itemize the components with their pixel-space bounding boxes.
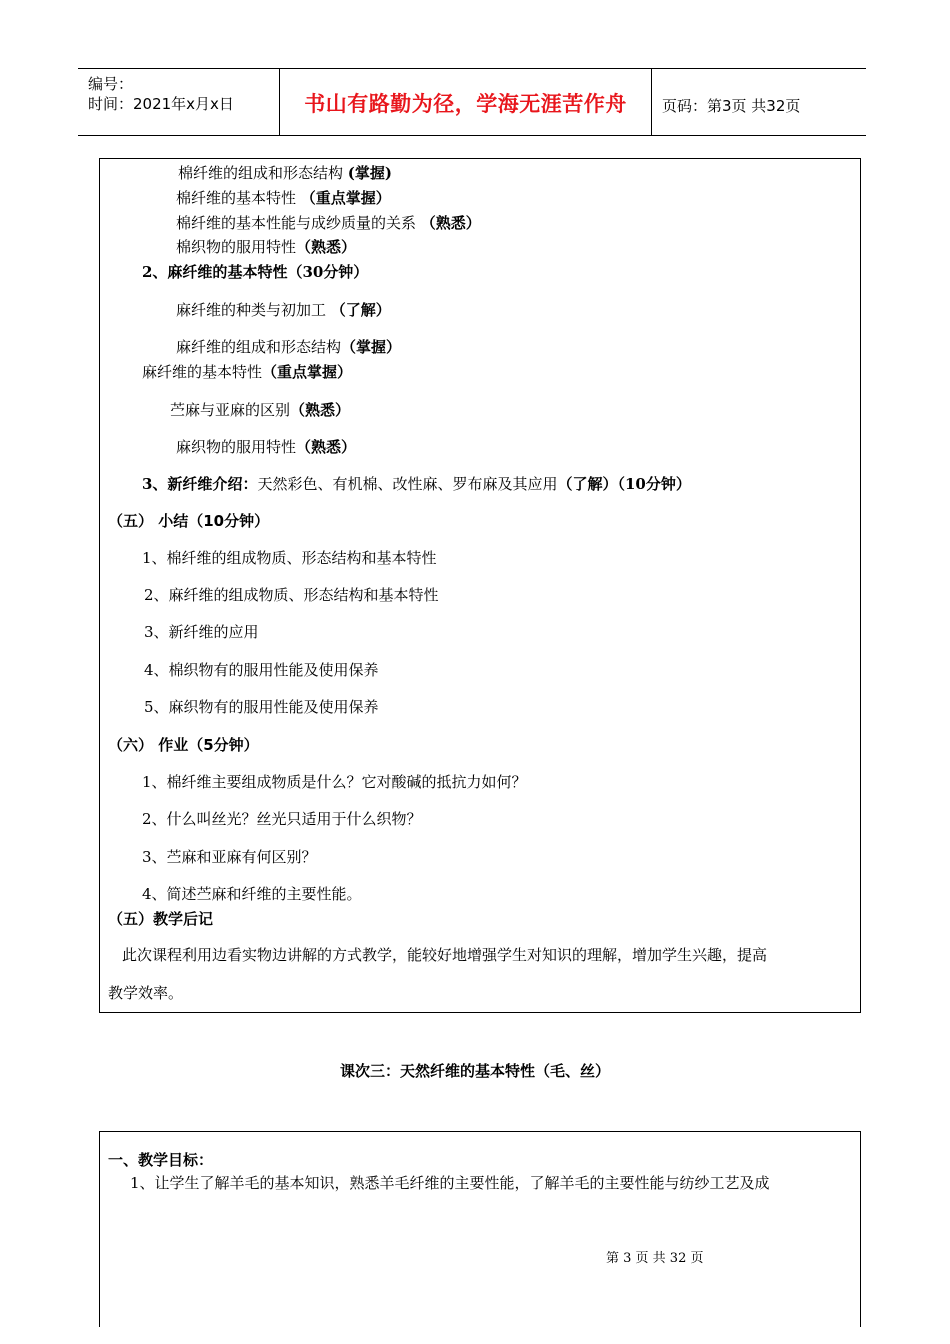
homework-heading: （六） 作业（5分钟）	[108, 736, 259, 754]
content-line: 麻纤维的组成和形态结构（掌握）	[176, 338, 402, 356]
lesson-title: 课次三：天然纤维的基本特性（毛、丝）	[339, 1062, 610, 1080]
header-center-cell	[280, 69, 652, 135]
doc-date-label: 时间：2021年x月x日	[88, 95, 234, 113]
homework-item: 1、棉纤维主要组成物质是什么？它对酸碱的抵抗力如何？	[142, 773, 527, 791]
summary-item: 4、棉织物有的服用性能及使用保养	[144, 661, 379, 679]
content-line: 麻纤维的基本特性（重点掌握）	[142, 363, 353, 381]
content-line: 棉纤维的组成和形态结构 (掌握)	[178, 164, 392, 182]
objectives-heading: 一、教学目标：	[108, 1151, 214, 1169]
content-line: 3、新纤维介绍：天然彩色、有机棉、改性麻、罗布麻及其应用（了解）（10分钟）	[142, 475, 691, 493]
content-line: 棉织物的服用特性（熟悉）	[176, 238, 357, 256]
content-line: 麻织物的服用特性（熟悉）	[176, 438, 357, 456]
objectives-item: 1、让学生了解羊毛的基本知识，熟悉羊毛纤维的主要性能，了解羊毛的主要性能与纺纱工艺及成	[130, 1174, 770, 1192]
content-line: 棉纤维的基本性能与成纱质量的关系 （熟悉）	[176, 214, 481, 232]
homework-item: 2、什么叫丝光？丝光只适用于什么织物？	[142, 810, 422, 828]
summary-item: 1、棉纤维的组成物质、形态结构和基本特性	[142, 549, 437, 567]
reflection-text: 此次课程利用边看实物边讲解的方式教学，能较好地增强学生对知识的理解，增加学生兴趣，提高	[122, 946, 768, 964]
summary-heading: （五） 小结（10分钟）	[108, 512, 270, 530]
content-line: 麻纤维的种类与初加工 （了解）	[176, 301, 391, 319]
subsection-heading: 2、麻纤维的基本特性（30分钟）	[142, 263, 369, 281]
summary-item: 5、麻织物有的服用性能及使用保养	[144, 698, 379, 716]
homework-item: 3、苎麻和亚麻有何区别？	[142, 848, 317, 866]
lesson-content-box	[99, 158, 861, 1013]
content-line: 苎麻与亚麻的区别（熟悉）	[170, 401, 351, 419]
doc-code-label: 编号：	[88, 75, 134, 93]
summary-item: 2、麻纤维的组成物质、形态结构和基本特性	[144, 586, 439, 604]
header-right-cell	[652, 69, 866, 135]
summary-item: 3、新纤维的应用	[144, 623, 259, 641]
page-header	[78, 68, 866, 136]
reflection-heading: （五）教学后记	[108, 910, 214, 928]
objectives-box	[99, 1131, 861, 1327]
header-motto: 书山有路勤为径，学海无涯苦作舟	[304, 92, 627, 116]
homework-item: 4、简述苎麻和纤维的主要性能。	[142, 885, 362, 903]
page-footer: 第 3 页 共 32 页	[606, 1251, 704, 1266]
reflection-text: 教学效率。	[108, 984, 184, 1002]
header-page-label: 页码：第3页 共32页	[662, 97, 801, 115]
header-left-cell	[78, 69, 280, 135]
content-line: 棉纤维的基本特性 （重点掌握）	[176, 189, 391, 207]
